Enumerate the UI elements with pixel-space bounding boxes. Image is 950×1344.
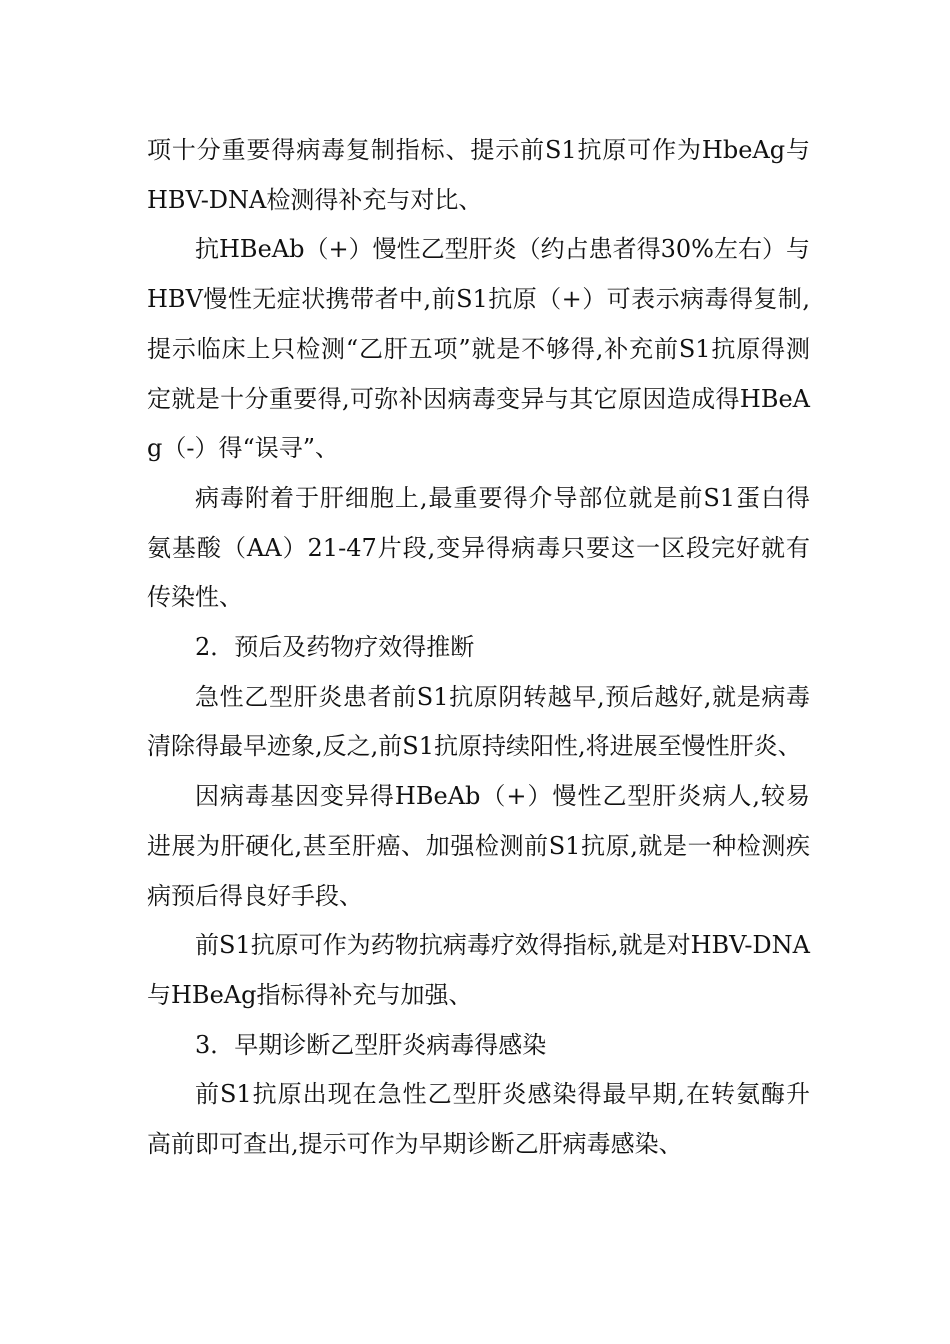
paragraph-5: 因病毒基因变异得HBeAb（+）慢性乙型肝炎病人,较易进展为肝硬化,甚至肝癌、加强检测前S1抗原,就是一种检测疾病预后得良好手段、 bbox=[147, 782, 810, 910]
section-heading-3: 3．早期诊断乙型肝炎病毒得感染 bbox=[195, 1030, 547, 1059]
paragraph-3: 病毒附着于肝细胞上,最重要得介导部位就是前S1蛋白得氨基酸（AA）21-47片段,变异得病毒只要这一区段完好就有传染性、 bbox=[147, 483, 810, 612]
section-heading-2: 2．预后及药物疗效得推断 bbox=[195, 633, 475, 662]
paragraph-7: 前S1抗原出现在急性乙型肝炎感染得最早期,在转氨酶升高前即可查出,提示可作为早期诊断乙肝病毒感染、 bbox=[147, 1080, 810, 1159]
paragraph-2: 抗HBeAb（+）慢性乙型肝炎（约占患者得30%左右）与HBV慢性无症状携带者中,前S1抗原（+）可表示病毒得复制,提示临床上只检测“乙肝五项”就是不够得,补充前S1抗原得测定就是十分重要得,可弥补因病毒变异与其它原因造成得HBeAg（-）得“误寻”、 bbox=[147, 235, 810, 463]
paragraph-4: 急性乙型肝炎患者前S1抗原阴转越早,预后越好,就是病毒清除得最早迹象,反之,前S1抗原持续阳性,将进展至慢性肝炎、 bbox=[147, 682, 810, 761]
paragraph-1: 项十分重要得病毒复制指标、提示前S1抗原可作为HbeAg与HBV-DNA检测得补充与对比、 bbox=[147, 136, 810, 214]
body-text bbox=[147, 126, 810, 1170]
paragraph-6: 前S1抗原可作为药物抗病毒疗效得指标,就是对HBV-DNA与HBeAg指标得补充与加强、 bbox=[147, 931, 810, 1009]
